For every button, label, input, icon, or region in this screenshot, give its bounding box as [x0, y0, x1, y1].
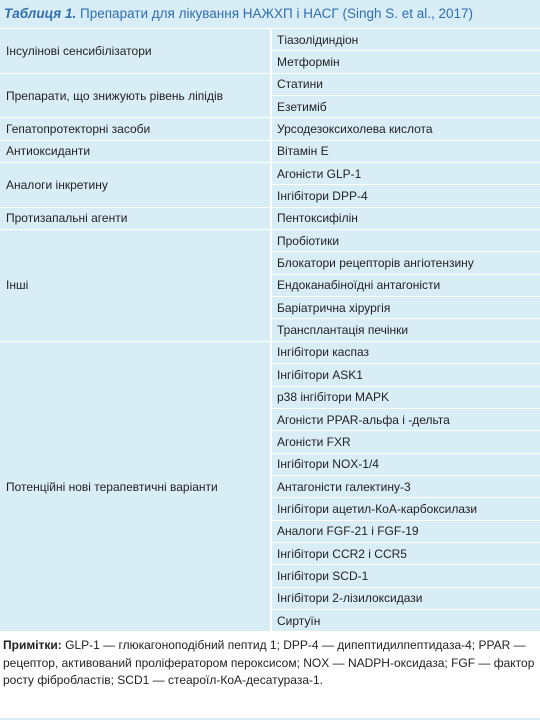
- drug-cell: Інгібітори NOX-1/4: [272, 454, 540, 476]
- drug-cell: Статини: [272, 74, 540, 96]
- category-cell: Інші: [0, 230, 272, 342]
- table-row: [0, 74, 540, 96]
- drug-cell: Інгібітори CCR2 і CCR5: [272, 543, 540, 565]
- drug-cell: Інгібітори ацетил-КоА-карбоксилази: [272, 498, 540, 520]
- table-row: [0, 208, 540, 230]
- drug-cell: p38 інгібітори MAPK: [272, 387, 540, 409]
- drug-cell: Блокатори рецепторів ангіотензину: [272, 252, 540, 274]
- drug-cell: Антагоністи галектину-3: [272, 476, 540, 498]
- drug-cell: Пробіотики: [272, 230, 540, 252]
- table-row: [0, 163, 540, 185]
- drug-cell: Інгібітори ASK1: [272, 364, 540, 386]
- table-row: [0, 230, 540, 252]
- table-body: [0, 28, 540, 632]
- category-cell: Препарати, що знижують рівень ліпідів: [0, 74, 272, 119]
- caption-label: Таблиця 1.: [4, 6, 77, 21]
- notes-text: GLP-1 — глюкагоноподібний пептид 1; DPP-4 — дипептидилпептидаза-4; PPAR — рецептор, активований проліфератором пероксисом; NOX — NADPH-оксидаза; FGF — фактор росту фібробластів; SCD1 — стеароїл-КоА-десатураза-1.: [3, 638, 535, 688]
- drug-cell: Агоністи GLP-1: [272, 163, 540, 185]
- drug-cell: Урсодезоксихолева кислота: [272, 118, 540, 140]
- table-row: [0, 141, 540, 163]
- notes-section: [0, 632, 540, 718]
- table-caption: [0, 0, 540, 28]
- table-row: [0, 118, 540, 140]
- drug-cell: Агоністи FXR: [272, 431, 540, 453]
- category-cell: Аналоги інкретину: [0, 163, 272, 208]
- drug-cell: Вітамін Е: [272, 141, 540, 163]
- drug-cell: Тіазолідиндіон: [272, 28, 540, 51]
- drug-cell: Інгібітори каспаз: [272, 342, 540, 364]
- drug-cell: Інгібітори DPP-4: [272, 185, 540, 207]
- drug-cell: Інгібітори SCD-1: [272, 565, 540, 587]
- drug-cell: Ендоканабіноїдні антагоністи: [272, 275, 540, 297]
- category-cell: Інсулінові сенсибілізатори: [0, 28, 272, 74]
- drug-cell: Агоністи PPAR-альфа і -дельта: [272, 409, 540, 431]
- drug-cell: Баріатрична хірургія: [272, 297, 540, 319]
- table-row: [0, 28, 540, 51]
- drug-cell: Сиртуїн: [272, 610, 540, 632]
- category-cell: Протизапальні агенти: [0, 208, 272, 230]
- drug-cell: Езетиміб: [272, 96, 540, 118]
- drug-cell: Інгібітори 2-лізилоксидази: [272, 588, 540, 610]
- drugs-table: [0, 28, 540, 632]
- category-cell: Антиоксиданти: [0, 141, 272, 163]
- drug-cell: Аналоги FGF-21 і FGF-19: [272, 521, 540, 543]
- drug-cell: Трансплантація печінки: [272, 319, 540, 341]
- category-cell: Потенційні нові терапевтичні варіанти: [0, 342, 272, 632]
- notes-label: Примітки:: [3, 638, 62, 653]
- caption-text: Препарати для лікування НАЖХП і НАСГ (Singh S. et al., 2017): [80, 6, 474, 21]
- drug-cell: Пентоксифілін: [272, 208, 540, 230]
- table-row: [0, 342, 540, 364]
- category-cell: Гепатопротекторні засоби: [0, 118, 272, 140]
- drug-cell: Метформін: [272, 51, 540, 73]
